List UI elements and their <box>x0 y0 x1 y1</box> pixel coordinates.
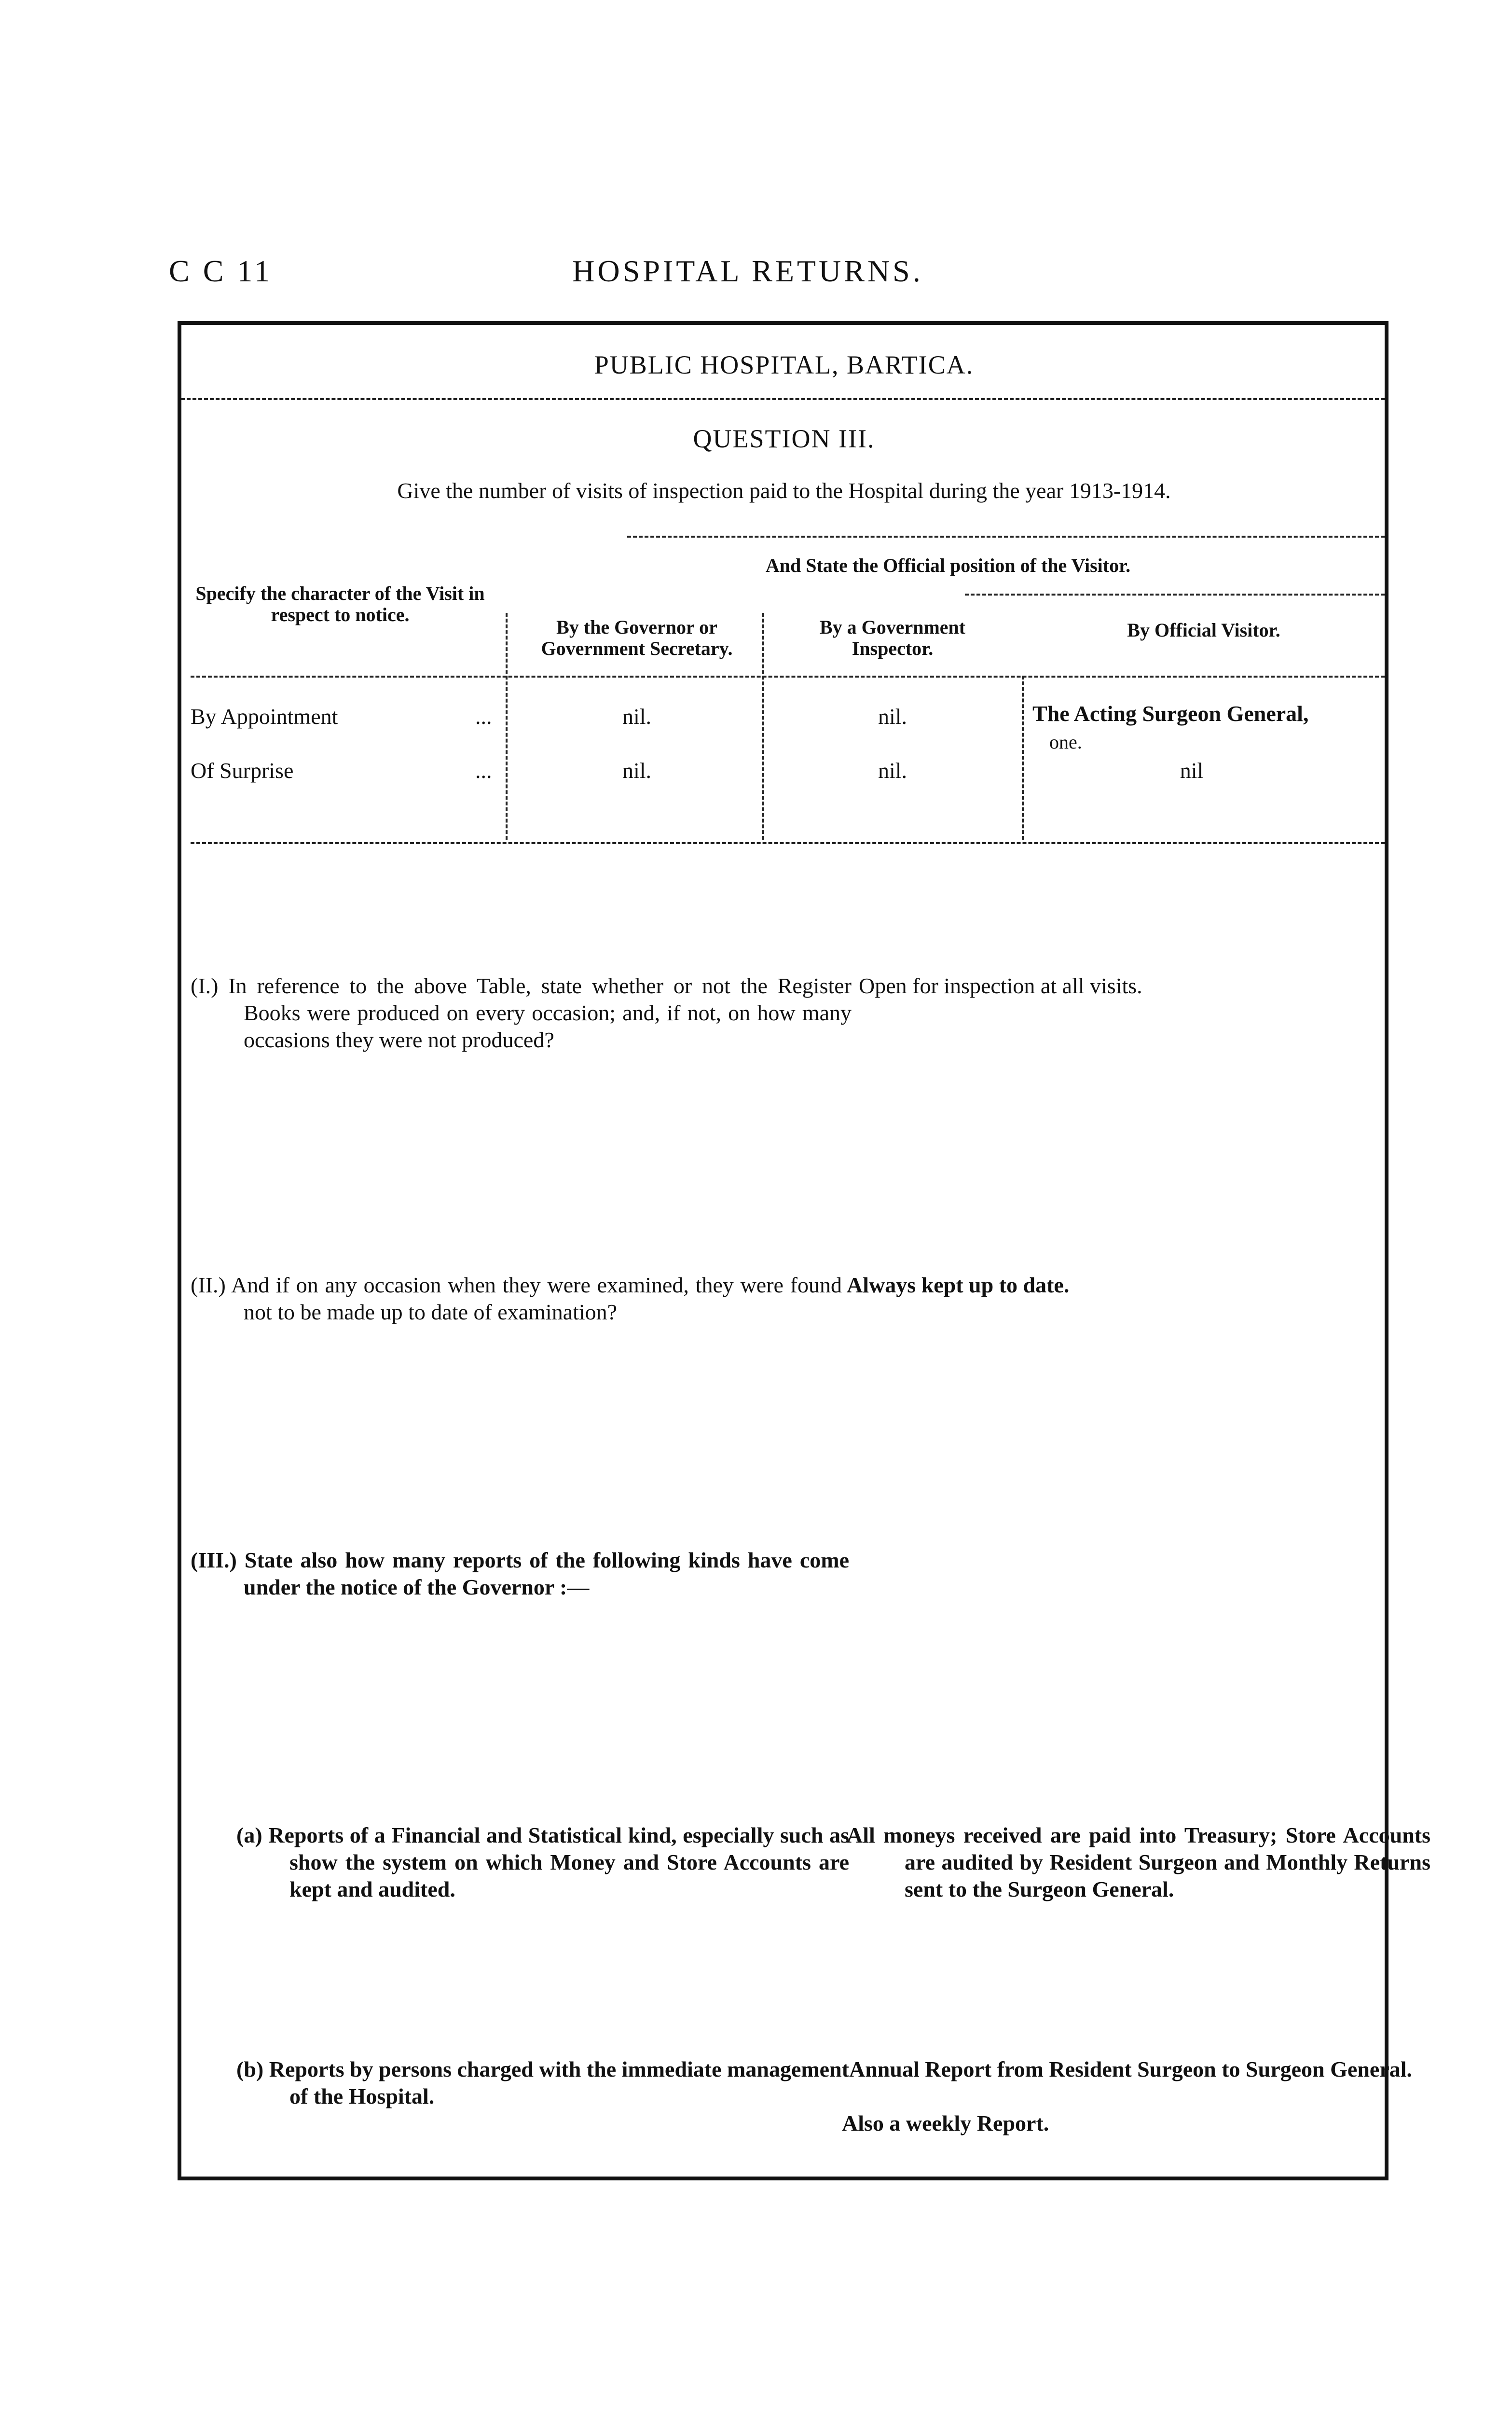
row-appointment-official: The Acting Surgeon General, <box>1032 701 1309 726</box>
instruction-divider <box>627 536 1385 538</box>
header-character-of-visit: Specify the character of the Visit in respect to notice. <box>195 582 485 625</box>
row-surprise-official: nil <box>1180 758 1204 783</box>
question-3-text: State also how many reports of the following kinds have come under the notice of the Governor :— <box>244 1548 850 1599</box>
question-heading: QUESTION III. <box>693 424 875 453</box>
row-appointment-official-note: one. <box>1049 731 1082 753</box>
question-3b-text: Reports by persons charged with the immediate management of the Hospital. <box>269 2057 850 2108</box>
question-2 <box>191 1272 842 1326</box>
table-header-divider <box>191 676 1385 678</box>
hospital-title: PUBLIC HOSPITAL, BARTICA. <box>594 350 974 379</box>
subheader-divider <box>965 594 1385 596</box>
row-appointment-inspector: nil. <box>878 704 907 729</box>
title-divider <box>181 398 1385 400</box>
row-surprise-governor: nil. <box>622 758 652 783</box>
table-bottom-divider <box>191 842 1385 844</box>
row-surprise-inspector: nil. <box>878 758 907 783</box>
table-col3-rule <box>1022 676 1024 840</box>
table-col2-rule <box>762 613 764 840</box>
box-bottom-border <box>178 2177 1388 2180</box>
page-code: C C 11 <box>169 254 273 288</box>
question-3b <box>236 2056 849 2110</box>
official-position-note: And State the Official position of the Visitor. <box>765 555 1131 576</box>
answer-3b: Annual Report from Resident Surgeon to Surgeon General. <box>849 2057 1413 2081</box>
question-1 <box>191 972 852 1054</box>
header-inspector: By a Government Inspector. <box>819 616 966 659</box>
header-official-visitor: By Official Visitor. <box>1127 619 1280 641</box>
row-appointment-label: By Appointment <box>191 704 338 729</box>
row-appointment-governor: nil. <box>622 704 652 729</box>
question-3b-number: (b) <box>236 2057 264 2081</box>
question-1-text: In reference to the above Table, state whether or not the Register Books were produced on every occasion; and, if not, on how many occasions they were not produced? <box>228 973 852 1052</box>
row-appointment-dots: ... <box>475 704 492 729</box>
question-3a-number: (a) <box>236 1823 262 1847</box>
question-1-number: (I.) <box>191 973 219 998</box>
answer-1: Open for inspection at all visits. <box>859 973 1142 998</box>
answer-3b-extra: Also a weekly Report. <box>842 2111 1049 2136</box>
row-surprise-label: Of Surprise <box>191 758 294 783</box>
row-surprise-dots: ... <box>475 758 492 783</box>
question-3 <box>191 1547 849 1601</box>
answer-3a: All moneys received are paid into Treasury; Store Accounts are audited by Resident Surgeon and Monthly Returns sent to the Surgeon General. <box>847 1823 1430 1901</box>
box-left-border <box>178 321 181 2180</box>
question-instruction: Give the number of visits of inspection paid to the Hospital during the year 1913-1914. <box>397 478 1171 503</box>
table-col1-rule <box>506 613 508 840</box>
question-2-text: And if on any occasion when they were examined, they were found not to be made up to date of examination? <box>231 1273 842 1324</box>
page-title: HOSPITAL RETURNS. <box>572 254 923 288</box>
box-top-border <box>178 321 1388 325</box>
question-2-number: (II.) <box>191 1273 226 1297</box>
question-3a-text: Reports of a Financial and Statistical kind, especially such as show the system on which Money and Store Accounts are kept and audited. <box>268 1823 850 1901</box>
header-governor: By the Governor or Government Secretary. <box>541 616 733 659</box>
question-3a <box>236 1822 849 1903</box>
question-3-number: (III.) <box>191 1548 237 1572</box>
answer-2: Always kept up to date. <box>847 1273 1070 1297</box>
